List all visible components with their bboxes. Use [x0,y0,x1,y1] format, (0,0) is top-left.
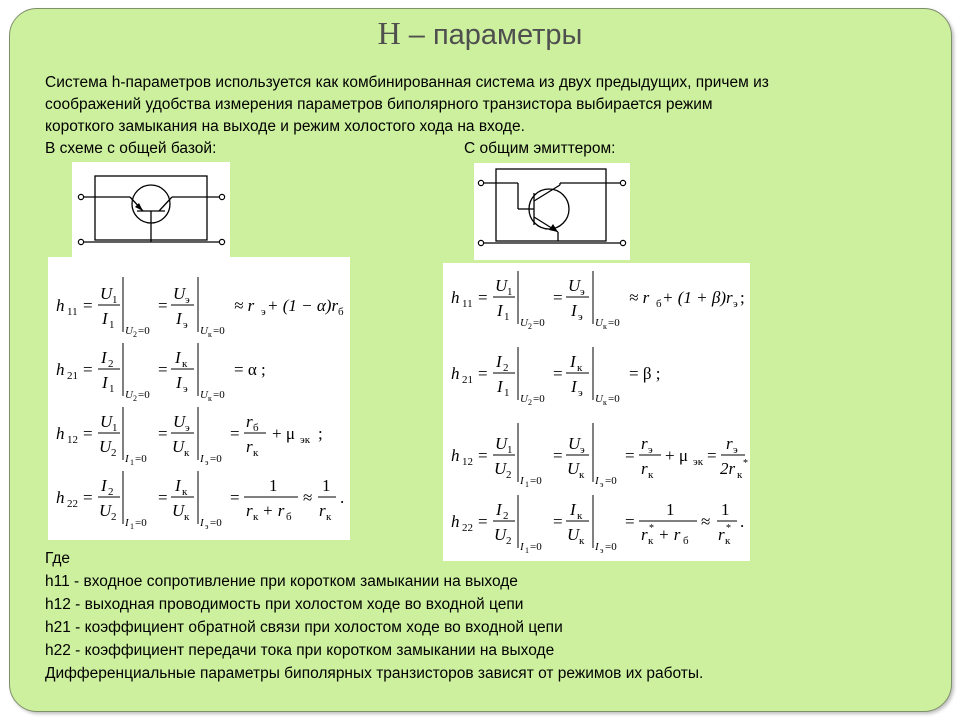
svg-text:к: к [253,511,259,523]
svg-text:U: U [520,393,528,405]
svg-text:=: = [230,488,240,507]
svg-text:2: 2 [111,511,117,523]
legend-h12: h12 - выходная проводимость при холостом ходе во входной цепи [45,596,524,613]
formula-h11-ce [451,271,745,331]
svg-text:≈: ≈ [701,512,711,531]
svg-text:=0: =0 [135,517,147,529]
svg-text:2: 2 [133,394,137,403]
svg-text:к: к [603,322,607,331]
svg-text:1: 1 [525,546,529,555]
svg-text:=0: =0 [213,389,225,401]
svg-text:к: к [326,511,332,523]
svg-text:=0: =0 [533,317,545,329]
svg-text:U: U [568,434,581,453]
svg-text:=: = [83,296,93,315]
svg-text:U: U [172,437,185,456]
svg-text:=0: =0 [135,453,147,465]
svg-text:эк: эк [693,456,704,468]
svg-text:=0: =0 [605,475,617,487]
svg-text:2: 2 [506,535,512,547]
svg-text:=: = [625,446,635,465]
svg-text:+ μ: + μ [665,446,688,465]
svg-text:U: U [173,284,186,303]
svg-text:к: к [208,394,212,403]
svg-text:r: r [641,434,648,453]
svg-text:1: 1 [130,522,134,531]
common-base-circuit [72,162,230,259]
svg-text:=: = [158,360,168,379]
label-common-base: В схеме с общей базой: [45,140,217,157]
svg-text:к: к [725,535,731,547]
svg-text:э: э [733,298,738,310]
svg-text:к: к [648,535,654,547]
svg-text:э: э [185,422,190,434]
svg-text:r: r [641,459,648,478]
svg-text:к: к [737,469,743,481]
svg-text:=0: =0 [530,541,542,553]
svg-text:U: U [595,393,603,405]
svg-text:1: 1 [504,387,510,399]
svg-text:22: 22 [67,498,78,510]
svg-text:I: I [200,453,204,465]
svg-text:h: h [56,296,65,315]
svg-text:к: к [577,510,583,522]
svg-text:2r: 2r [720,459,736,478]
svg-text:1: 1 [504,311,510,323]
svg-text:э: э [733,444,738,456]
svg-text:э: э [183,319,188,331]
svg-text:б: б [338,306,344,318]
svg-text:=: = [625,512,635,531]
svg-text:=: = [478,288,488,307]
svg-text:+ (1 + β)r: + (1 + β)r [662,288,733,307]
svg-text:+ r: + r [658,525,681,544]
svg-text:h: h [56,360,65,379]
svg-text:к: к [182,358,188,370]
svg-text:11: 11 [67,306,78,318]
svg-text:=0: =0 [608,317,620,329]
svg-text:I: I [497,377,503,396]
svg-text:U: U [567,459,580,478]
formulas-common-base [48,257,350,540]
svg-text:2: 2 [503,510,509,522]
label-common-emitter: С общим эмиттером: [464,140,616,157]
slide-title: H – параметры [377,15,583,51]
svg-text:r: r [246,501,253,520]
svg-text:U: U [495,276,508,295]
svg-text:1: 1 [109,319,115,331]
intro-line-1: Система h-параметров используется как комбинированная система из двух предыдущих, причем из [45,74,769,91]
formula-h12-ce [451,423,748,489]
svg-text:к: к [577,362,583,374]
svg-text:U: U [172,501,185,520]
svg-text:б: б [253,422,259,434]
formula-h11-cb [56,277,344,339]
svg-text:I: I [496,352,502,371]
svg-text:U: U [567,525,580,544]
svg-text:=0: =0 [530,475,542,487]
svg-text:эк: эк [300,434,311,446]
svg-text:э: э [600,480,604,489]
svg-text:I: I [520,475,524,487]
svg-text:U: U [568,276,581,295]
svg-text:U: U [494,525,507,544]
svg-text:U: U [173,412,186,431]
svg-text:U: U [200,325,208,337]
svg-text:I: I [125,453,129,465]
svg-text:1: 1 [269,476,278,495]
formula-h21-ce [451,347,660,407]
formulas-common-emitter [443,263,750,561]
svg-text:1: 1 [322,476,331,495]
svg-text:;: ; [318,424,323,443]
svg-text:11: 11 [462,298,473,310]
svg-text:к: к [579,535,585,547]
formula-h21-cb [56,343,266,403]
svg-text:=: = [158,424,168,443]
svg-text:=0: =0 [605,541,617,553]
svg-text:h: h [451,446,460,465]
svg-text:1: 1 [112,422,118,434]
svg-text:r: r [319,501,326,520]
svg-text:12: 12 [67,434,78,446]
svg-text:э: э [578,387,583,399]
svg-text:=0: =0 [608,393,620,405]
svg-text:2: 2 [528,322,532,331]
svg-text:I: I [176,373,182,392]
legend-h11: h11 - входное сопротивление при коротком замыкании на выходе [45,573,518,590]
svg-text:h: h [56,488,65,507]
legend-h21: h21 - коэффициент обратной связи при холостом ходе во входной цепи [45,619,563,636]
svg-text:I: I [101,348,107,367]
svg-text:э: э [185,294,190,306]
svg-text:U: U [100,284,113,303]
svg-text:к: к [603,398,607,407]
svg-text:=: = [553,364,563,383]
svg-text:=: = [158,488,168,507]
svg-text:э: э [580,286,585,298]
svg-text:I: I [496,500,502,519]
svg-text:I: I [520,541,524,553]
svg-text:1: 1 [112,294,118,306]
svg-text:=: = [553,446,563,465]
svg-text:э: э [580,444,585,456]
svg-text:*: * [743,458,748,469]
svg-text:U: U [200,389,208,401]
svg-text:h: h [451,364,460,383]
formula-h22-ce [451,495,744,555]
svg-text:I: I [200,517,204,529]
svg-text:=: = [230,424,240,443]
svg-text:=0: =0 [210,517,222,529]
svg-text:I: I [175,476,181,495]
svg-text:к: к [253,447,259,459]
svg-text:б: б [683,535,689,547]
formula-h22-cb [56,471,344,531]
svg-text:=: = [83,424,93,443]
svg-text:+ (1 − α)r: + (1 − α)r [267,296,339,315]
svg-text:2: 2 [528,398,532,407]
legend-conclusion: Дифференциальные параметры биполярных транзисторов зависят от режимов их работы. [45,665,704,682]
svg-text:=0: =0 [213,325,225,337]
svg-text:U: U [125,389,133,401]
svg-text:к: к [184,447,190,459]
svg-text:э: э [183,383,188,395]
svg-text:U: U [100,412,113,431]
svg-text:э: э [578,311,583,323]
svg-text:=: = [158,296,168,315]
svg-text:+ μ: + μ [272,424,295,443]
svg-text:2: 2 [108,358,114,370]
svg-text:2: 2 [108,486,114,498]
svg-text:I: I [570,352,576,371]
intro-line-3: короткого замыкания на выходе и режим холостого хода на входе. [45,118,525,135]
svg-text:U: U [520,317,528,329]
legend-heading: Где [45,550,71,567]
svg-text:I: I [125,517,129,529]
svg-text:≈: ≈ [303,488,313,507]
svg-text:I: I [176,309,182,328]
formula-h12-cb [56,407,323,467]
svg-text:1: 1 [721,500,730,519]
intro-line-2: соображений удобства измерения параметров биполярного транзистора выбирается режим [45,96,713,113]
svg-text:I: I [595,475,599,487]
svg-text:U: U [99,501,112,520]
svg-text:h: h [451,512,460,531]
svg-text:I: I [570,500,576,519]
svg-text:;: ; [740,288,745,307]
svg-text:I: I [102,309,108,328]
svg-text:= α ;: = α ; [234,360,266,379]
svg-text:2: 2 [111,447,117,459]
svg-text:U: U [99,437,112,456]
svg-text:I: I [595,541,599,553]
svg-text:к: к [208,330,212,339]
svg-text:=: = [478,512,488,531]
svg-text:2: 2 [506,469,512,481]
svg-text:r: r [246,412,253,431]
svg-text:21: 21 [462,374,473,386]
svg-text:э: э [648,444,653,456]
svg-text:= β ;: = β ; [629,364,661,383]
svg-text:I: I [175,348,181,367]
svg-text:э: э [205,458,209,467]
svg-text:22: 22 [462,522,473,534]
svg-text:э: э [205,522,209,531]
svg-text:=: = [553,288,563,307]
svg-text:к: к [182,486,188,498]
svg-text:1: 1 [507,286,513,298]
svg-text:1: 1 [666,500,675,519]
svg-text:=: = [553,512,563,531]
svg-text:r: r [246,437,253,456]
svg-text:I: I [497,301,503,320]
svg-text:к: к [648,469,654,481]
svg-text:к: к [184,511,190,523]
svg-text:h: h [451,288,460,307]
svg-text:1: 1 [525,480,529,489]
svg-text:U: U [495,434,508,453]
svg-text:*: * [649,523,654,534]
svg-text:2: 2 [133,330,137,339]
svg-text:=0: =0 [533,393,545,405]
svg-text:=: = [478,364,488,383]
svg-text:б: б [286,511,292,523]
legend-h22: h22 - коэффициент передачи тока при коротком замыкании на выходе [45,642,555,659]
svg-text:r: r [641,525,648,544]
svg-text:=: = [83,488,93,507]
svg-text:*: * [726,523,731,534]
svg-text:U: U [494,459,507,478]
svg-text:≈ r: ≈ r [629,288,650,307]
svg-text:I: I [571,377,577,396]
svg-text:r: r [718,525,725,544]
svg-text:2: 2 [503,362,509,374]
svg-text:I: I [101,476,107,495]
svg-text:1: 1 [130,458,134,467]
svg-text:12: 12 [462,456,473,468]
svg-text:1: 1 [109,383,115,395]
svg-text:=0: =0 [210,453,222,465]
svg-text:=0: =0 [138,325,150,337]
svg-text:I: I [571,301,577,320]
svg-text:э: э [600,546,604,555]
svg-text:+ r: + r [262,501,285,520]
svg-text:.: . [340,488,345,507]
svg-text:б: б [656,298,662,310]
svg-text:≈ r: ≈ r [234,296,255,315]
svg-text:=: = [707,446,717,465]
svg-text:I: I [102,373,108,392]
svg-text:h: h [56,424,65,443]
common-emitter-circuit [474,163,630,260]
svg-text:U: U [595,317,603,329]
svg-text:к: к [579,469,585,481]
svg-text:U: U [125,325,133,337]
svg-text:э: э [261,306,266,318]
svg-text:21: 21 [67,370,78,382]
svg-text:=0: =0 [138,389,150,401]
svg-text:.: . [740,512,745,531]
svg-text:=: = [83,360,93,379]
svg-text:1: 1 [507,444,513,456]
svg-text:r: r [726,434,733,453]
svg-text:=: = [478,446,488,465]
